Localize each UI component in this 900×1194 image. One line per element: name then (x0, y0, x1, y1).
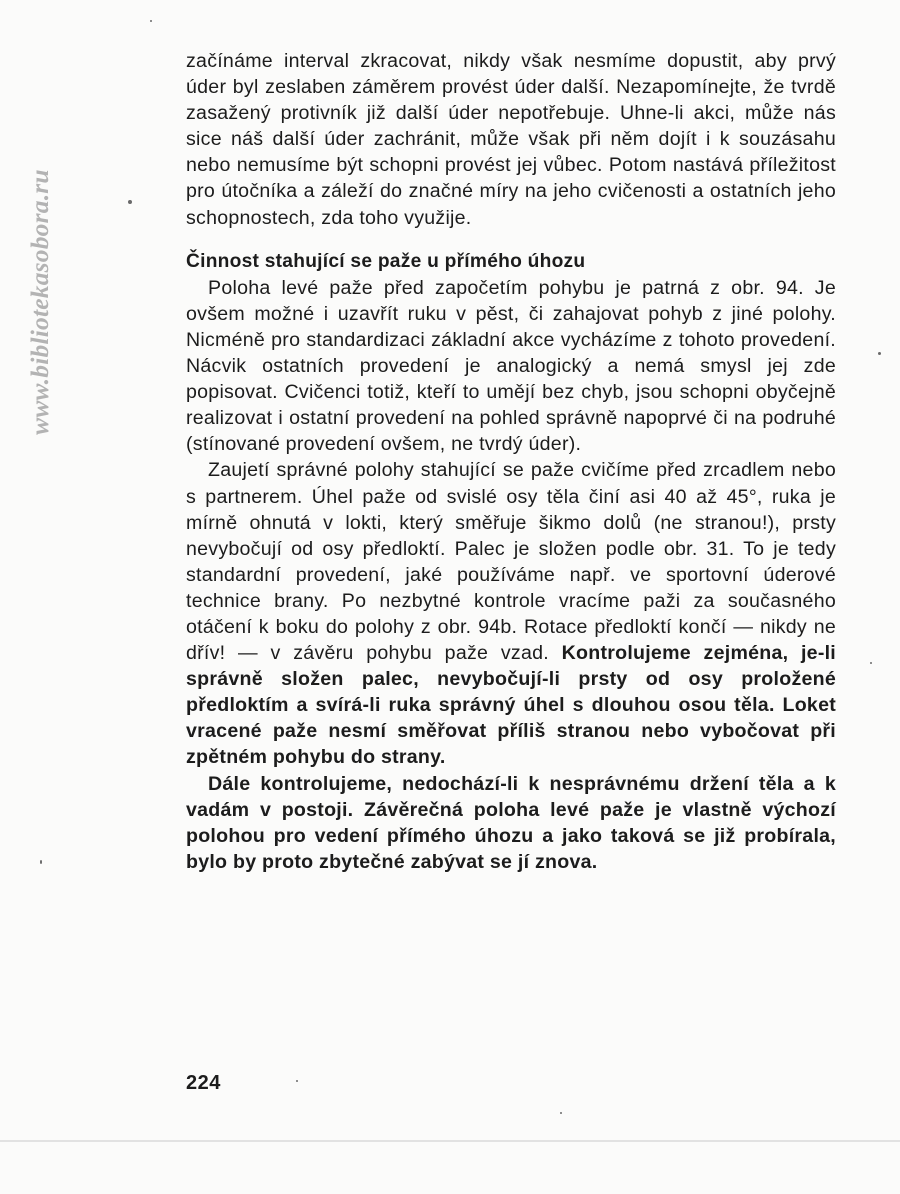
paragraph-2: Poloha levé paže před započetím pohybu je patrná z obr. 94. Je ovšem možné i uzavřít ruku v pěst, či zahajovat pohyb z jiné polohy. Nicméně pro standardizaci základní akce vycházíme z tohoto provedení. Nácvik ostatních provedení je analogický a nemá smysl jej zde popisovat. Cvičenci totiž, kteří to umějí bez chyb, jsou schopni obyčejně realizovat i ostatní provedení na pohled správně napoprvé či na podruhé (stínované provedení ovšem, ne tvrdý úder). (186, 276, 836, 456)
scan-speck (560, 1112, 562, 1114)
scan-speck (878, 352, 881, 355)
watermark (25, 10, 55, 440)
body-text (186, 48, 836, 875)
paragraph-1: začínáme interval zkracovat, nikdy však nesmíme dopustit, aby prvý úder byl zeslaben záměrem provést úder další. Nezapomínejte, že tvrdě zasažený protivník již další úder nepotřebuje. Uhne-li akci, může nás sice náš další úder zachránit, může však při něm dojít i k souzásahu nebo nemusíme být schopni provést jej vůbec. Potom nastává příležitost pro útočníka a záleží do značné míry na jeho cvičenosti a ostatních jeho schopnostech, zda toho využije. (186, 50, 836, 229)
scan-speck (128, 200, 132, 204)
paragraph-3-regular-text: Zaujetí správné polohy stahující se paže cvičíme před zrcadlem nebo s partnerem. Úhel paže od svislé osy těla činí asi 40 až 45°, ruka je mírně ohnutá v lokti, který směřuje šikmo dolů (ne stranou!), prsty nevybočují od osy předloktí. Palec je složen podle obr. 31. To je tedy standardní provedení, jaké používáme např. ve sportovní úderové technice brany. Po nezbytné kontrole vracíme paži za současného otáčení k boku do polohy z obr. 94b. Rotace předloktí končí — nikdy ne dřív! — v závěru pohybu paže vzad. (186, 459, 836, 665)
page-number: 224 (186, 1072, 221, 1094)
section-heading: Činnost stahující se paže u přímého úhozu (186, 250, 586, 272)
paragraph-3 (186, 457, 836, 770)
scan-speck (870, 662, 872, 664)
scan-edge-line (0, 1140, 900, 1142)
watermark-text: www.bibliotekasobora.ru (25, 169, 54, 435)
paragraph-3-bold-text: Kontrolujeme zejména, je-li správně složen palec, nevybočují-li prsty od osy proložené předloktím a svírá-li ruka správný úhel s dlouhou osou těla. Loket vracené paže nesmí směřovat příliš stranou nebo vybočovat při zpětném pohybu do strany. (186, 642, 836, 769)
scan-speck (40, 860, 42, 864)
scan-speck (296, 1080, 298, 1082)
scan-speck (150, 20, 152, 22)
paragraph-4: Dále kontrolujeme, nedochází-li k nesprávnému držení těla a k vadám v postoji. Závěrečná poloha levé paže je vlastně výchozí polohou pro vedení přímého úhozu a jako taková se již probírala, bylo by proto zbytečné zabývat se jí znova. (186, 772, 836, 873)
